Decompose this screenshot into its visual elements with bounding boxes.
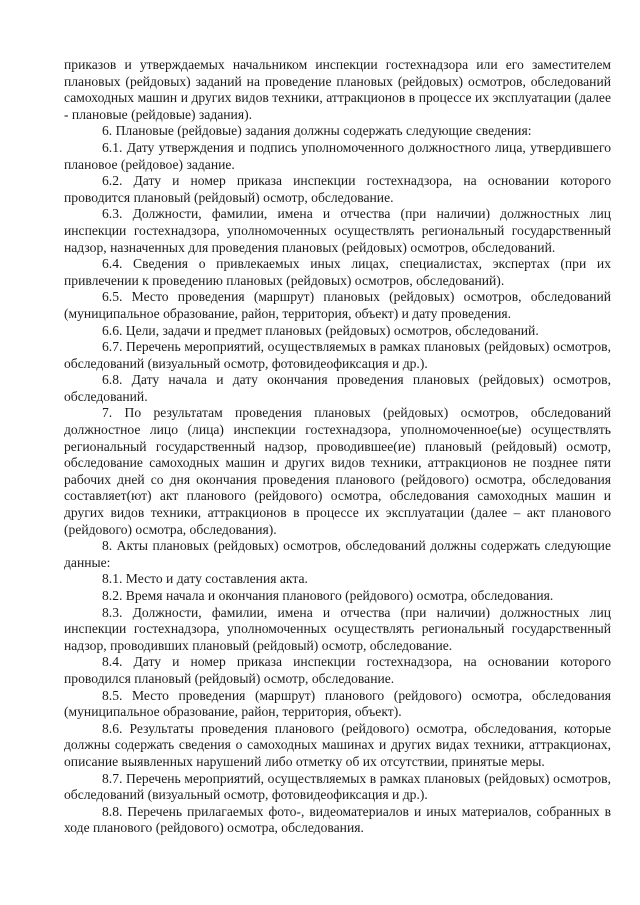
paragraph-8-7: 8.7. Перечень мероприятий, осуществляемых в рамках плановых (рейдовых) осмотров, обследований (визуальный осмотр, фотовидеофиксация и др.). xyxy=(64,770,611,803)
paragraph-7: 7. По результатам проведения плановых (рейдовых) осмотров, обследований должностное лицо (лица) инспекции гостехнадзора, уполномоченное(ые) осуществлять региональный государственный надзор, проводившее(ие) плановый (рейдовый) осмотр, обследование самоходных машин и других видов техники, аттракционов не позднее пяти рабочих дней со дня окончания проведения планового (рейдового) осмотра, обследования составляет(ют) акт планового (рейдового) осмотра, обследования самоходных машин и других видов техники, аттракционов в процессе их эксплуатации (далее – акт планового (рейдового) осмотра, обследования). xyxy=(64,405,611,537)
paragraph-8-5: 8.5. Место проведения (маршрут) планового (рейдового) осмотра, обследования (муниципальное образование, район, территория, объект). xyxy=(64,687,611,720)
paragraph-8-8: 8.8. Перечень прилагаемых фото-, видеоматериалов и иных материалов, собранных в ходе планового (рейдового) осмотра, обследования. xyxy=(64,803,611,836)
paragraph-continuation: приказов и утверждаемых начальником инспекции гостехнадзора или его заместителем плановых (рейдовых) заданий на проведение плановых (рейдовых) осмотров, обследований самоходных машин и других видов техники, аттракционов в процессе их эксплуатации (далее - плановые (рейдовые) задания). xyxy=(64,57,611,122)
paragraph-6-4: 6.4. Сведения о привлекаемых иных лицах, специалистах, экспертах (при их привлечении к проведению плановых (рейдовых) осмотров, обследований). xyxy=(64,256,611,288)
paragraph-6-6: 6.6. Цели, задачи и предмет плановых (рейдовых) осмотров, обследований. xyxy=(102,322,539,338)
paragraph-6-7: 6.7. Перечень мероприятий, осуществляемых в рамках плановых (рейдовых) осмотров, обследований (визуальный осмотр, фотовидеофиксация и др.). xyxy=(64,339,611,371)
paragraph-8-6: 8.6. Результаты проведения планового (рейдового) осмотра, обследования, которые должны содержать сведения о самоходных машинах и других видах техники, аттракционах, описание выявленных нарушений либо отметку об их отсутствии, принятые меры. xyxy=(64,720,611,769)
paragraph-8: 8. Акты плановых (рейдовых) осмотров, обследований должны содержать следующие данные: xyxy=(64,538,611,570)
paragraph-6-1: 6.1. Дату утверждения и подпись уполномоченного должностного лица, утвердившего плановое (рейдовое) задание. xyxy=(64,139,611,172)
paragraph-6-2: 6.2. Дату и номер приказа инспекции гостехнадзора, на основании которого проводится плановый (рейдовый) осмотр, обследование. xyxy=(64,173,611,205)
document-page xyxy=(64,57,611,837)
paragraph-6-5: 6.5. Место проведения (маршрут) плановых (рейдовых) осмотров, обследований (муниципальное образование, район, территория, объект) и дату проведения. xyxy=(64,289,611,321)
paragraph-6: 6. Плановые (рейдовые) задания должны содержать следующие сведения: xyxy=(102,123,532,139)
paragraph-6-8: 6.8. Дату начала и дату окончания проведения плановых (рейдовых) осмотров, обследований. xyxy=(64,372,611,404)
paragraph-8-4: 8.4. Дату и номер приказа инспекции гостехнадзора, на основании которого проводился плановый (рейдовый) осмотр, обследование. xyxy=(64,654,611,686)
paragraph-8-1: 8.1. Место и дату составления акта. xyxy=(102,571,308,587)
paragraph-6-3: 6.3. Должности, фамилии, имена и отчества (при наличии) должностных лиц инспекции гостехнадзора, уполномоченных осуществлять региональный государственный надзор, назначенных для проведения плановых (рейдовых) осмотров, обследований. xyxy=(64,206,611,255)
paragraph-8-3: 8.3. Должности, фамилии, имена и отчества (при наличии) должностных лиц инспекции гостехнадзора, уполномоченных осуществлять региональный государственный надзор, проводивших плановый (рейдовый) осмотр, обследование. xyxy=(64,604,611,653)
paragraph-8-2: 8.2. Время начала и окончания планового (рейдового) осмотра, обследования. xyxy=(102,588,554,603)
